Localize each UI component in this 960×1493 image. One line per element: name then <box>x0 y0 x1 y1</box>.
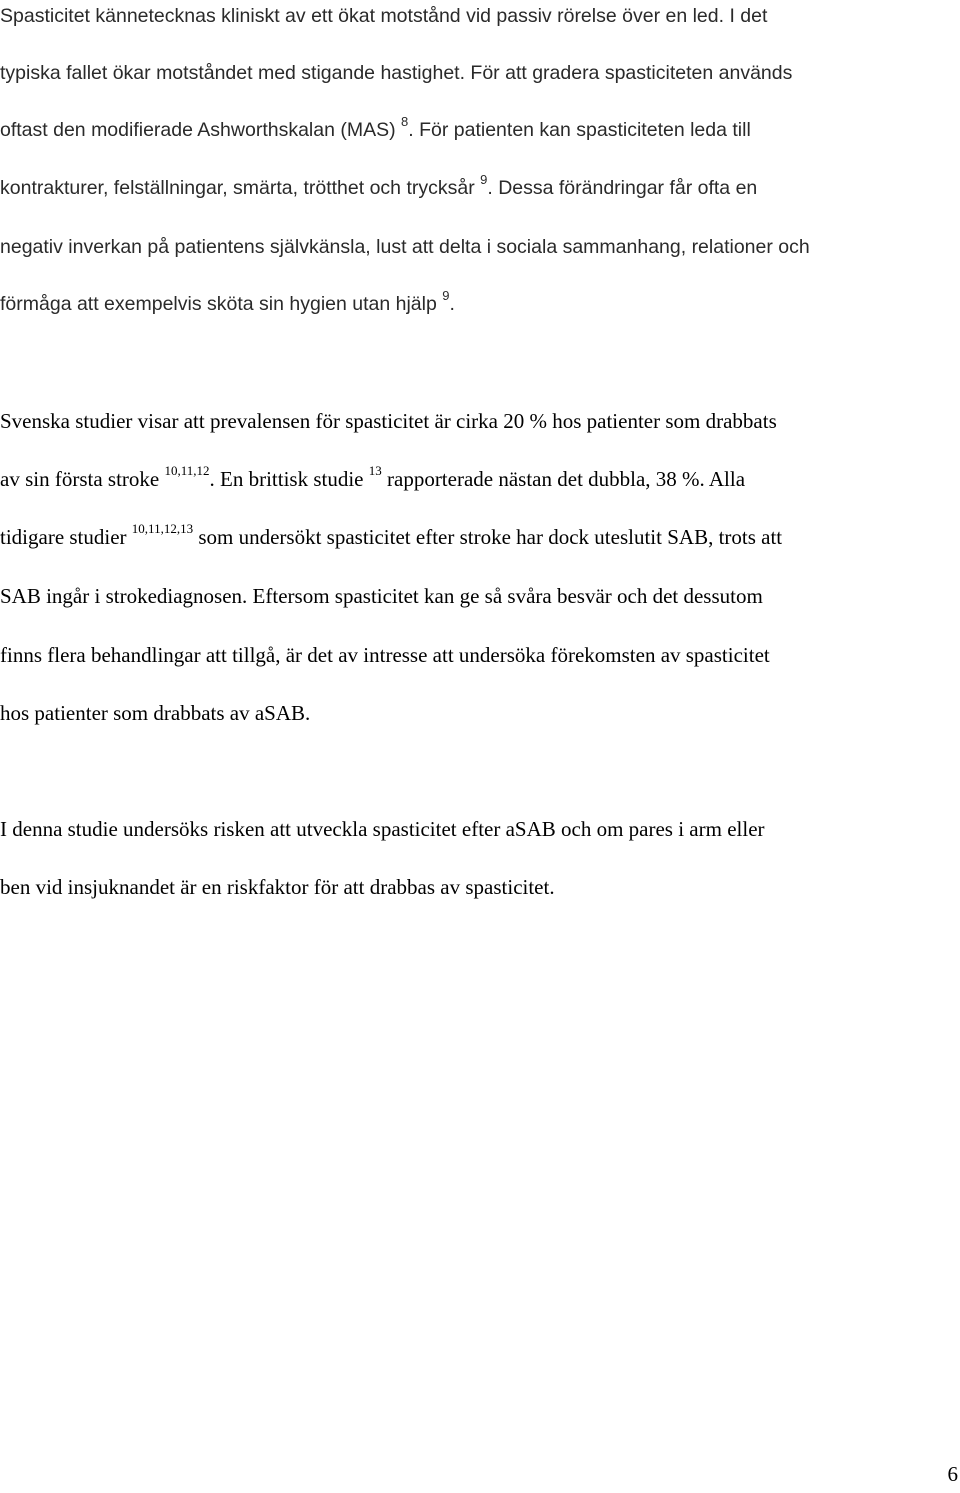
citation-superscript: 8 <box>401 113 409 129</box>
text-line: typiska fallet ökar motståndet med stigande hastighet. För att gradera spasticiteten används <box>0 62 793 84</box>
citation-superscript: 10,11,12 <box>164 463 210 478</box>
text-line: negativ inverkan på patientens självkänsla, lust att delta i sociala sammanhang, relationer och <box>0 236 810 258</box>
text-line: finns flera behandlingar att tillgå, är det av intresse att undersöka förekomsten av spasticitet <box>0 643 770 667</box>
text-line: kontrakturer, felställningar, smärta, trötthet och trycksår $^9$. Dessa förändringar får ofta en <box>0 171 758 199</box>
citation-superscript: 9 <box>480 171 488 187</box>
text-line: hos patienter som drabbats av aSAB. <box>0 701 311 725</box>
text-line: I denna studie undersöks risken att utveckla spasticitet efter aSAB och om pares i arm eller <box>0 817 765 841</box>
text-line: tidigare studier $^{10,11,12,13}$ som undersökt spasticitet efter stroke har dock uteslutit SAB, trots att <box>0 521 783 549</box>
citation-superscript: 10,11,12,13 <box>131 521 194 536</box>
citation-superscript: 9 <box>442 287 450 303</box>
citation-superscript: 13 <box>368 463 382 478</box>
page-number: 6 <box>947 1462 958 1486</box>
text-line: ben vid insjuknandet är en riskfaktor för att drabbas av spasticitet. <box>0 875 555 899</box>
text-line: oftast den modifierade Ashworthskalan (MAS) $^8$. För patienten kan spasticiteten leda till <box>0 113 751 141</box>
text-line: av sin första stroke $^{10,11,12}$. En brittisk studie $^{13}$ rapporterade nästan det dubbla, 38 %. Alla <box>0 463 746 491</box>
text-line: Spasticitet kännetecknas kliniskt av ett ökat motstånd vid passiv rörelse över en led. I det <box>0 5 768 27</box>
text-line: SAB ingår i strokediagnosen. Eftersom spasticitet kan ge så svåra besvär och det dessutom <box>0 584 763 608</box>
text-line: förmåga att exempelvis sköta sin hygien utan hjälp $^9$. <box>0 287 455 315</box>
text-line: Svenska studier visar att prevalensen för spasticitet är cirka 20 % hos patienter som drabbats <box>0 409 777 433</box>
